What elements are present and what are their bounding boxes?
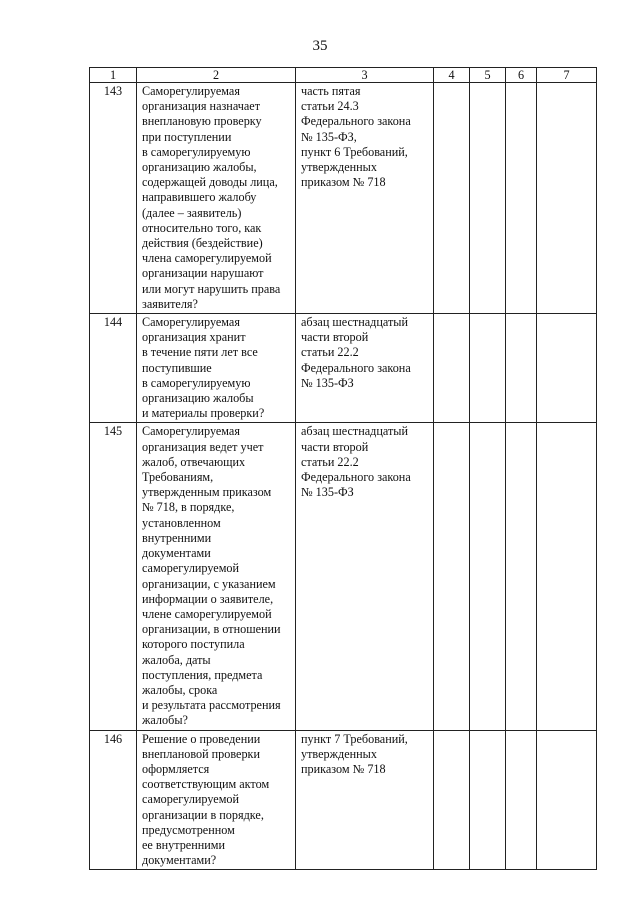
question-line: организация ведет учет bbox=[142, 439, 264, 454]
question-line: внутренними bbox=[142, 530, 212, 545]
empty-cell-col-5 bbox=[470, 423, 506, 730]
question-line: документами bbox=[142, 546, 211, 561]
row-number: 143 bbox=[90, 83, 137, 314]
question-cell bbox=[137, 83, 296, 314]
header-col-6: 6 bbox=[506, 68, 537, 83]
question-line: установленном bbox=[142, 515, 221, 530]
question-line: ее внутренними bbox=[142, 837, 226, 852]
question-line: саморегулируемой bbox=[142, 561, 240, 576]
reference-line: № 135-ФЗ bbox=[301, 485, 354, 500]
question-line: внеплановой проверки bbox=[142, 746, 260, 761]
header-col-2: 2 bbox=[137, 68, 296, 83]
reference-line: статьи 22.2 bbox=[301, 454, 359, 469]
question-line: Требованиям, bbox=[142, 470, 214, 485]
question-line: Решение о проведении bbox=[142, 731, 261, 746]
empty-cell-col-5 bbox=[470, 314, 506, 423]
empty-cell-col-6 bbox=[506, 423, 537, 730]
reference-line: Федерального закона bbox=[301, 360, 411, 375]
reference-line: приказом № 718 bbox=[301, 761, 386, 776]
reference-line: части второй bbox=[301, 330, 369, 345]
question-cell bbox=[137, 423, 296, 730]
question-line: организацию жалобы bbox=[142, 391, 254, 406]
question-cell bbox=[137, 730, 296, 870]
empty-cell-col-6 bbox=[506, 314, 537, 423]
empty-cell-col-4 bbox=[434, 83, 470, 314]
question-line: организации в порядке, bbox=[142, 807, 264, 822]
header-col-3: 3 bbox=[296, 68, 434, 83]
question-line: и результата рассмотрения bbox=[142, 698, 281, 713]
question-line: которого поступила bbox=[142, 637, 245, 652]
empty-cell-col-6 bbox=[506, 83, 537, 314]
empty-cell-col-6 bbox=[506, 730, 537, 870]
question-line: саморегулируемой bbox=[142, 792, 240, 807]
reference-line: пункт 6 Требований, bbox=[301, 144, 408, 159]
question-line: поступившие bbox=[142, 360, 212, 375]
checklist-table bbox=[89, 67, 597, 870]
question-line: относительно того, как bbox=[142, 220, 262, 235]
reference-line: приказом № 718 bbox=[301, 175, 386, 190]
question-line: информации о заявителе, bbox=[142, 591, 274, 606]
reference-line: статьи 24.3 bbox=[301, 99, 359, 114]
question-line: содержащей доводы лица, bbox=[142, 175, 278, 190]
question-line: жалобы? bbox=[142, 713, 188, 728]
header-col-7: 7 bbox=[537, 68, 597, 83]
question-line: и материалы проверки? bbox=[142, 406, 265, 421]
question-line: направившего жалобу bbox=[142, 190, 257, 205]
empty-cell-col-7 bbox=[537, 314, 597, 423]
empty-cell-col-5 bbox=[470, 730, 506, 870]
reference-line: № 135-ФЗ, bbox=[301, 129, 357, 144]
question-line: жалобы, срока bbox=[142, 682, 218, 697]
row-number: 145 bbox=[90, 423, 137, 730]
empty-cell-col-4 bbox=[434, 314, 470, 423]
question-line: организацию жалобы, bbox=[142, 160, 257, 175]
question-line: в саморегулируемую bbox=[142, 144, 251, 159]
table-row bbox=[90, 730, 597, 870]
question-line: при поступлении bbox=[142, 129, 232, 144]
header-col-1: 1 bbox=[90, 68, 137, 83]
question-line: жалоба, даты bbox=[142, 652, 211, 667]
header-col-5: 5 bbox=[470, 68, 506, 83]
question-line: или могут нарушить права bbox=[142, 281, 281, 296]
reference-line: пункт 7 Требований, bbox=[301, 731, 408, 746]
table-row bbox=[90, 83, 597, 314]
question-line: предусмотренном bbox=[142, 822, 235, 837]
question-line: организация назначает bbox=[142, 99, 261, 114]
row-number: 146 bbox=[90, 730, 137, 870]
reference-cell bbox=[296, 314, 434, 423]
empty-cell-col-4 bbox=[434, 730, 470, 870]
question-line: утвержденным приказом bbox=[142, 485, 272, 500]
question-line: в саморегулируемую bbox=[142, 375, 251, 390]
page-number: 35 bbox=[312, 38, 328, 54]
empty-cell-col-5 bbox=[470, 83, 506, 314]
question-line: организации, в отношении bbox=[142, 622, 281, 637]
reference-cell bbox=[296, 423, 434, 730]
question-line: заявителя? bbox=[142, 296, 198, 311]
reference-cell bbox=[296, 730, 434, 870]
question-line: действия (бездействие) bbox=[142, 236, 263, 251]
reference-line: часть пятая bbox=[301, 84, 361, 98]
question-line: жалоб, отвечающих bbox=[142, 454, 246, 469]
empty-cell-col-4 bbox=[434, 423, 470, 730]
question-line: Саморегулируемая bbox=[142, 315, 240, 330]
question-line: внеплановую проверку bbox=[142, 114, 262, 129]
reference-line: статьи 22.2 bbox=[301, 345, 359, 360]
reference-line: абзац шестнадцатый bbox=[301, 424, 409, 439]
reference-line: Федерального закона bbox=[301, 114, 411, 129]
reference-line: Федерального закона bbox=[301, 470, 411, 485]
question-line: в течение пяти лет все bbox=[142, 345, 258, 360]
reference-line: части второй bbox=[301, 439, 369, 454]
question-line: поступления, предмета bbox=[142, 667, 263, 682]
reference-line: утвержденных bbox=[301, 160, 377, 175]
question-line: Саморегулируемая bbox=[142, 84, 240, 98]
empty-cell-col-7 bbox=[537, 423, 597, 730]
reference-line: № 135-ФЗ bbox=[301, 375, 354, 390]
question-line: оформляется bbox=[142, 761, 210, 776]
question-line: (далее – заявитель) bbox=[142, 205, 242, 220]
table-row bbox=[90, 423, 597, 730]
question-line: члене саморегулируемой bbox=[142, 606, 272, 621]
question-cell bbox=[137, 314, 296, 423]
row-number: 144 bbox=[90, 314, 137, 423]
empty-cell-col-7 bbox=[537, 83, 597, 314]
question-line: организации нарушают bbox=[142, 266, 264, 281]
question-line: № 718, в порядке, bbox=[142, 500, 235, 515]
header-row bbox=[90, 68, 597, 83]
question-line: документами? bbox=[142, 853, 217, 868]
reference-line: утвержденных bbox=[301, 746, 377, 761]
reference-line: абзац шестнадцатый bbox=[301, 315, 409, 330]
question-line: организации, с указанием bbox=[142, 576, 276, 591]
header-col-4: 4 bbox=[434, 68, 470, 83]
question-line: члена саморегулируемой bbox=[142, 251, 272, 266]
question-line: соответствующим актом bbox=[142, 777, 270, 792]
table-row bbox=[90, 314, 597, 423]
question-line: Саморегулируемая bbox=[142, 424, 240, 439]
question-line: организация хранит bbox=[142, 330, 246, 345]
reference-cell bbox=[296, 83, 434, 314]
empty-cell-col-7 bbox=[537, 730, 597, 870]
